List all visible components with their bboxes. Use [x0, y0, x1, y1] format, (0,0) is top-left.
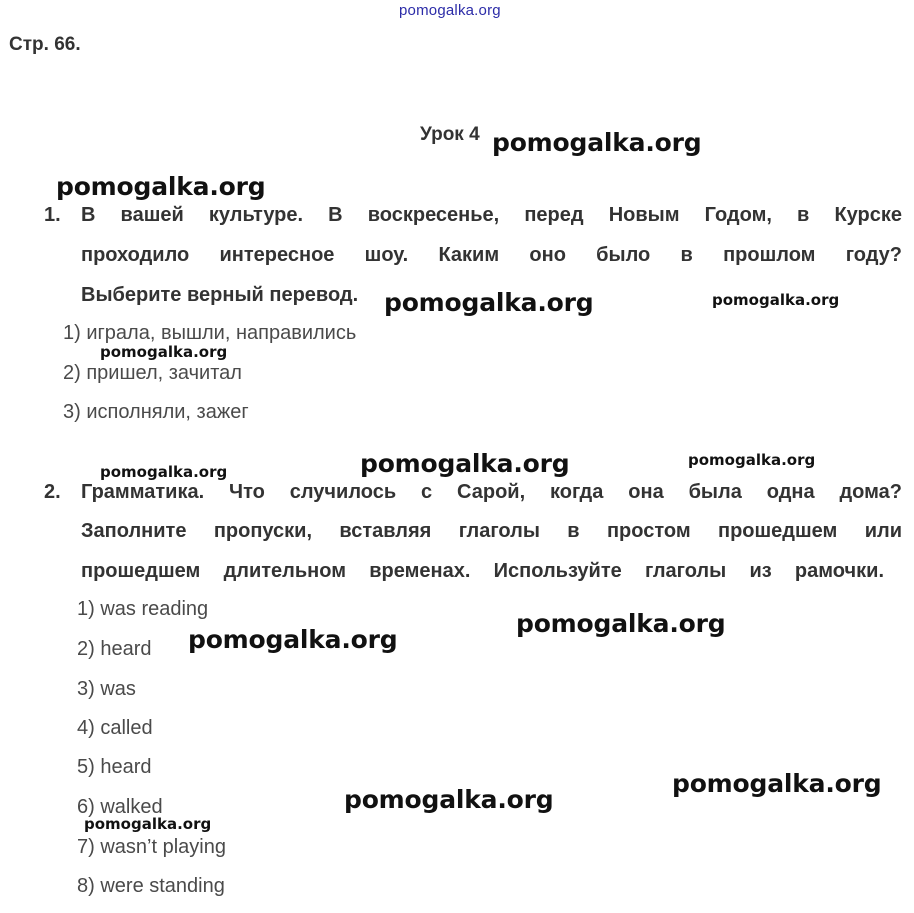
- answer-item: 4) called: [77, 717, 153, 739]
- watermark: pomogalka.org: [384, 288, 594, 317]
- task-text-line: проходило интересное шоу. Каким оно было в прошлом году?: [81, 244, 902, 266]
- watermark: pomogalka.org: [672, 769, 882, 798]
- watermark: pomogalka.org: [492, 128, 702, 157]
- watermark: pomogalka.org: [100, 463, 228, 481]
- watermark: pomogalka.org: [688, 451, 816, 469]
- answer-item: 6) walked: [77, 796, 163, 818]
- answer-item: 2) heard: [77, 638, 152, 660]
- watermark: pomogalka.org: [344, 785, 554, 814]
- task-text-line: В вашей культуре. В воскресенье, перед Новым Годом, в Курске: [81, 204, 902, 226]
- answer-item: 8) were standing: [77, 875, 225, 897]
- answer-item: 1) was reading: [77, 598, 209, 620]
- watermark: pomogalka.org: [516, 609, 726, 638]
- lesson-title: Урок 4: [420, 124, 480, 145]
- answer-item: 1) играла, вышли, направились: [63, 322, 357, 344]
- task-number: 2.: [44, 481, 61, 503]
- task-text-line: Грамматика. Что случилось с Сарой, когда она была одна дома?: [81, 481, 902, 503]
- watermark: pomogalka.org: [100, 343, 228, 361]
- task-text-line: прошедшем длительном временах. Используйте глаголы из рамочки.: [81, 560, 884, 582]
- task-text-line: Выберите верный перевод.: [81, 284, 359, 306]
- task-number: 1.: [44, 204, 61, 226]
- page-number: Стр. 66.: [9, 34, 81, 55]
- answer-item: 2) пришел, зачитал: [63, 362, 242, 384]
- answer-item: 5) heard: [77, 756, 152, 778]
- task-text-line: Заполните пропуски, вставляя глаголы в простом прошедшем или: [81, 520, 902, 542]
- site-mark: pomogalka.org: [399, 2, 501, 19]
- watermark: pomogalka.org: [56, 172, 266, 201]
- answer-item: 7) wasn’t playing: [77, 836, 226, 858]
- watermark: pomogalka.org: [712, 291, 840, 309]
- watermark: pomogalka.org: [188, 625, 398, 654]
- watermark: pomogalka.org: [360, 449, 570, 478]
- answer-item: 3) исполняли, зажег: [63, 401, 249, 423]
- watermark: pomogalka.org: [84, 815, 212, 833]
- answer-item: 3) was: [77, 678, 136, 700]
